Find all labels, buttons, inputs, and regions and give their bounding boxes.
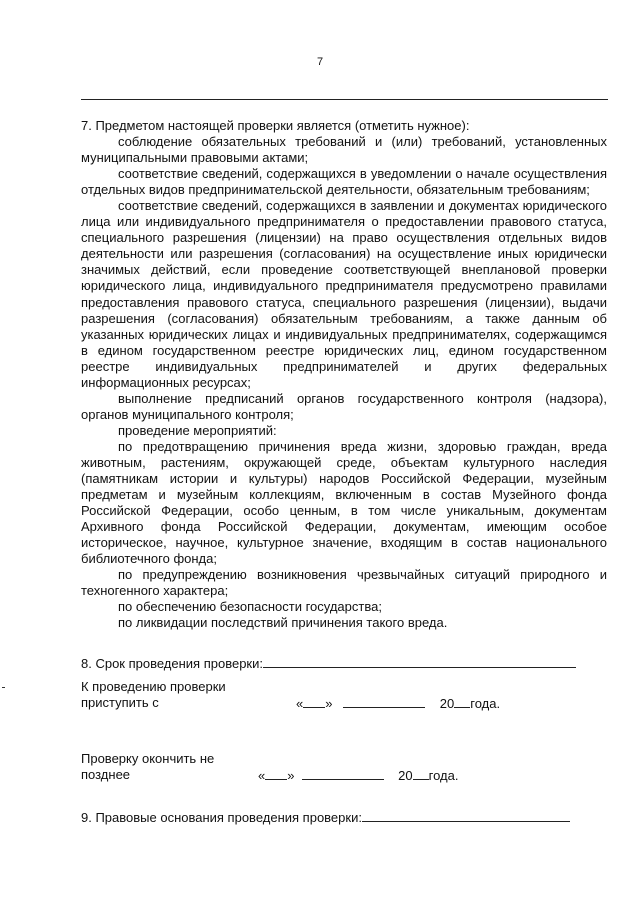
start-year-suffix: года. (470, 696, 501, 711)
header-rule (81, 99, 608, 100)
item-9-label: 9. Правовые основания проведения проверки: (81, 810, 362, 825)
item-7-option-measures: проведение мероприятий: (118, 422, 277, 438)
item-7-option-orders-execution: выполнение предписаний органов государственного контроля (надзора), органов муниципального контроля; (81, 390, 607, 422)
term-fill-line[interactable] (263, 655, 576, 668)
end-year-suffix: года. (428, 768, 459, 783)
end-day-field[interactable] (265, 767, 287, 780)
item-7-option-application-documents: соответствие сведений, содержащихся в заявлении и документах юридического лица или индивидуального предпринимателя о предоставлении правового статуса, специального разрешения (лицензии) на право осуществления отдельных видов деятельности или разрешения (согласования) на осуществление иных юридически значимых действий, если проведение соответствующей внеплановой проверки юридического лица, индивидуального предпринимателя предусмотрено правилами предоставления правового статуса, специального разрешения (лицензии), выдачи разрешения (согласования) обязательным требованиям, а также данным об указанных юридических лицах и индивидуальных предпринимателях, содержащимся в едином государственном реестре юридических лиц, едином государственном реестре индивидуальных предпринимателей и других федеральных информационных ресурсах; (81, 198, 607, 390)
end-label-line1: Проверку окончить не (81, 751, 215, 766)
start-label-line1: К проведению проверки (81, 679, 226, 694)
item-7-measure-state-security: по обеспечению безопасности государства; (118, 599, 382, 615)
end-quote-open: « (258, 768, 266, 783)
item-8-label: 8. Срок проведения проверки: (81, 656, 263, 671)
start-year-prefix: 20 (439, 696, 455, 711)
item-8-term (81, 655, 576, 671)
item-7-option-notification: соответствие сведений, содержащихся в уведомлении о начале осуществления отдельных видов предпринимательской деятельности, обязательным требованиям; (81, 166, 607, 198)
item-7-heading: 7. Предметом настоящей проверки является (отметить нужное): (81, 118, 470, 133)
page-number: 7 (316, 56, 324, 68)
end-year-prefix: 20 (398, 768, 413, 783)
item-7-measure-emergency-prevention: по предупреждению возникновения чрезвычайных ситуаций природного и техногенного характера; (81, 567, 607, 599)
end-month-field[interactable] (302, 767, 384, 780)
legal-grounds-fill-line[interactable] (362, 809, 570, 822)
item-7-measure-harm-prevention: по предотвращению причинения вреда жизни, здоровью граждан, вреда животным, растениям, окружающей среде, объектам культурного наследия (памятникам истории и культуры) народов Российской Федерации, музейным предметам и музейным коллекциям, включенным в состав Музейного фонда Российской Федерации, особо ценным, в том числе уникальным, документам Архивного фонда Российской Федерации, документам, имеющим особое историческое, научное, культурное значение, входящим в состав национального библиотечного фонда; (81, 438, 607, 567)
start-quote-open: « (296, 696, 304, 711)
item-7-measure-consequences-elimination: по ликвидации последствий причинения такого вреда. (118, 615, 448, 631)
start-label-line2: приступить с (81, 695, 159, 710)
margin-mark (2, 687, 5, 688)
end-year-field[interactable] (413, 767, 429, 780)
item-7-option-mandatory-requirements: соблюдение обязательных требований и (или) требований, установленных муниципальными правовыми актами; (81, 134, 607, 166)
end-date (258, 767, 458, 783)
start-date (296, 695, 500, 711)
end-quote-close: » (287, 768, 295, 783)
end-label (81, 751, 214, 783)
start-year-field[interactable] (454, 695, 470, 708)
start-day-field[interactable] (303, 695, 325, 708)
start-quote-close: » (325, 696, 333, 711)
start-month-field[interactable] (343, 695, 425, 708)
end-label-line2: позднее (81, 767, 131, 782)
start-label (81, 679, 226, 711)
item-7-section (81, 118, 607, 632)
item-9-legal-grounds (81, 809, 570, 825)
